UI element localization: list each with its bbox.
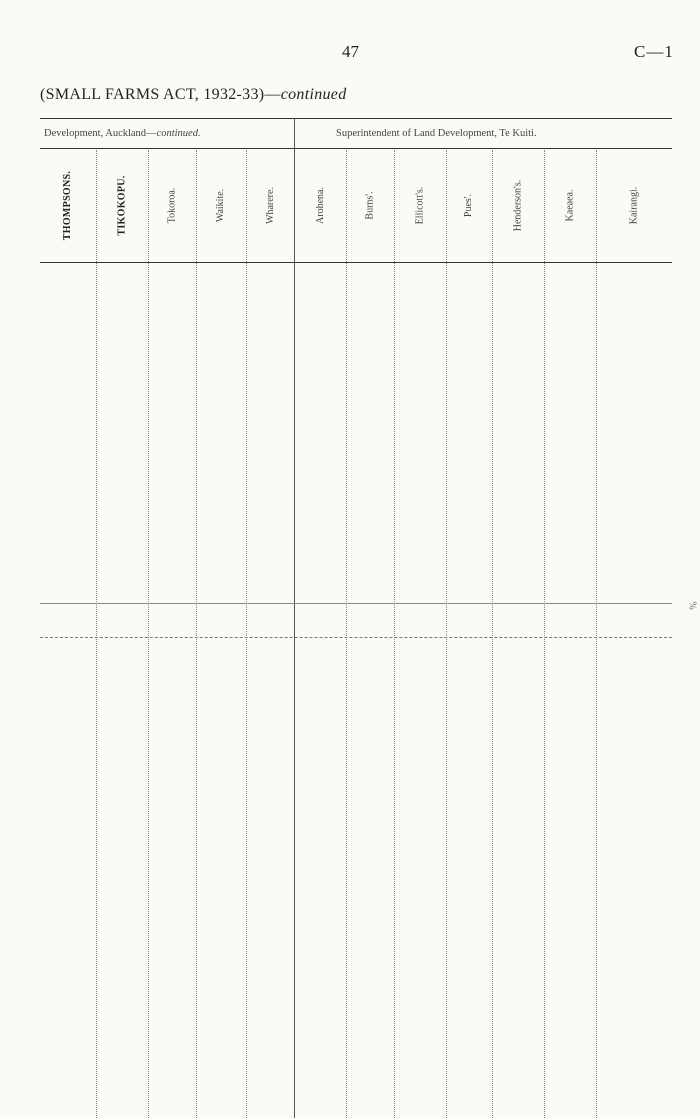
column-separator [544, 150, 545, 1118]
table-rule [40, 637, 672, 638]
column-heading-label: Kaeaea. [564, 189, 576, 221]
column-heading-label: Burns'. [364, 190, 376, 220]
column-heading-label: Waikite. [215, 188, 227, 222]
page-number: 47 [342, 42, 359, 61]
column-heading-label: THOMPSONS. [62, 170, 74, 240]
page-title [40, 86, 347, 104]
column-heading [40, 150, 96, 260]
column-heading-label: Arohena. [314, 186, 326, 224]
column-heading [96, 150, 148, 260]
column-heading [196, 150, 246, 260]
column-heading-label: Kairangi. [628, 186, 640, 224]
group-heading-left-continued: continued. [156, 128, 201, 139]
column-heading-label: Wharere. [264, 186, 276, 224]
column-separator [246, 150, 247, 1118]
column-separator [96, 150, 97, 1118]
column-heading-label: Henderson's. [512, 179, 524, 231]
side-mark: % [686, 601, 698, 610]
header-rule [40, 262, 672, 263]
column-heading [394, 150, 446, 260]
group-heading-left [44, 128, 201, 139]
table-rule [40, 603, 672, 604]
column-heading [544, 150, 596, 260]
column-heading [148, 150, 196, 260]
column-separator [148, 150, 149, 1118]
title-text: (SMALL FARMS ACT, 1932-33)— [40, 86, 281, 103]
column-separator [394, 150, 395, 1118]
group-heading-left-text: Development, Auckland— [44, 128, 157, 139]
column-separator [196, 150, 197, 1118]
group-heading-rule [40, 148, 672, 149]
column-heading [246, 150, 294, 260]
column-heading-label: Tokoroa. [166, 187, 178, 223]
column-heading [596, 150, 672, 260]
column-heading [492, 150, 544, 260]
column-separator [446, 150, 447, 1118]
page-reference: C—1 [634, 42, 674, 61]
column-separator [492, 150, 493, 1118]
group-divider [294, 118, 295, 1118]
column-heading [294, 150, 346, 260]
column-heading-label: Pues'. [463, 193, 475, 217]
column-heading [446, 150, 492, 260]
column-heading [346, 150, 394, 260]
title-continued: continued [280, 86, 347, 103]
column-separator [596, 150, 597, 1118]
column-heading-label: Ellicott's. [414, 186, 426, 224]
column-separator [346, 150, 347, 1118]
column-heading-label: TIKOKOPU. [116, 174, 128, 236]
top-rule [40, 118, 672, 119]
group-heading-right: Superintendent of Land Development, Te Kuiti. [336, 128, 537, 139]
